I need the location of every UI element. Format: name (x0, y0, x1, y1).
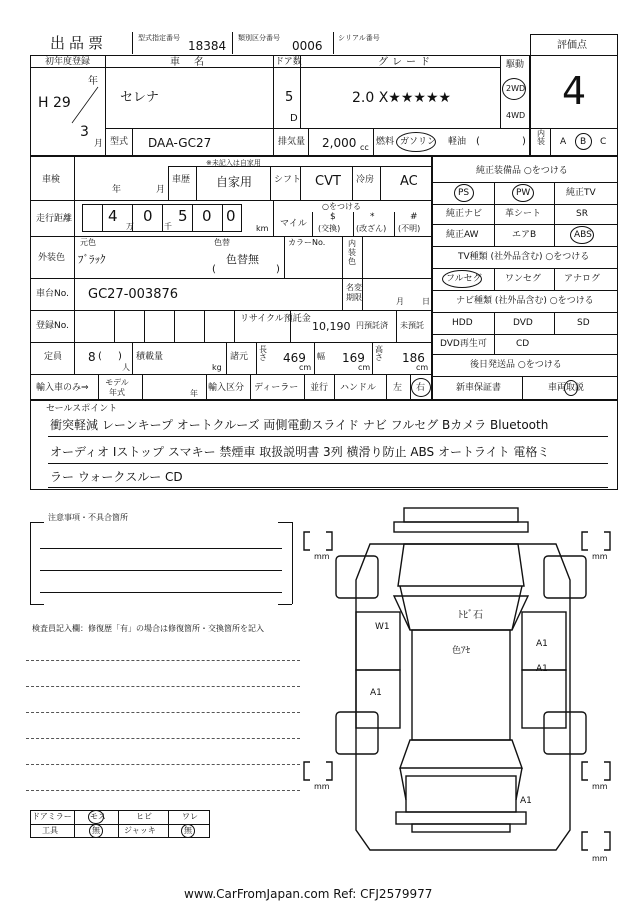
caution-label: 注意事項・不具合箇所 (48, 513, 128, 522)
damage-mark-2: W1 (375, 622, 390, 632)
first-reg-label: 初年度登録 (45, 57, 91, 67)
category-label: 類別区分番号 (238, 34, 280, 42)
interior-grade: B (580, 137, 587, 147)
chassis-label: 車台No. (36, 289, 69, 299)
capacity: 8 (88, 350, 96, 364)
score-value: 4 (562, 69, 587, 113)
footer-ref: www.CarFromJapan.com Ref: CFJ2579977 (184, 887, 433, 901)
interior-label: 内装 (537, 129, 545, 146)
sales-line-2: オーディオ Iストップ スマキー 禁煙車 取扱説明書 3列 横滑り防止 ABS オートライト 電格ミ (50, 445, 550, 459)
damage-mark-5: A1 (536, 664, 548, 674)
height: 186 (402, 351, 425, 365)
recycle-amount: 10,190 (312, 320, 351, 333)
model-type: DAA-GC27 (148, 136, 212, 150)
repaint: 色替無 (226, 253, 259, 266)
sales-line-1: 衝突軽減 レーンキープ オートクルーズ 両側電動スライド ナビ フルセグ Bカメラ Bluetooth (50, 418, 549, 432)
color-no-label: カラーNo. (288, 238, 326, 247)
original-color: ﾌﾞﾗｯｸ (78, 253, 106, 266)
mileage-digit-2: 0 (143, 207, 153, 225)
drive-4wd: 4WD (506, 111, 526, 120)
shift-label: シフト (274, 175, 302, 185)
chassis-number: GC27-003876 (88, 287, 179, 302)
tv-analog: アナログ (564, 274, 601, 284)
mileage-digit-4: 0 (202, 207, 212, 225)
car-damage-diagram (300, 500, 630, 870)
mileage-digit-1: 4 (108, 207, 118, 225)
ac-label: 冷房 (356, 175, 375, 185)
equip-ps: PS (458, 188, 470, 198)
doors-label: ドア数 (275, 57, 302, 67)
color-label: 外装色 (38, 253, 66, 263)
equip-aw: 純正AW (446, 230, 479, 240)
shift: CVT (315, 174, 341, 189)
damage-mark-4: A1 (536, 639, 548, 649)
damage-mark-6: A1 (370, 688, 382, 698)
car-name: セレナ (120, 90, 160, 105)
tv-title: TV種類 (社外品含む) ○をつける (458, 252, 590, 262)
history-label: 車歴 (172, 175, 191, 185)
history: 自家用 (216, 175, 253, 189)
type-label: 型式 (110, 137, 129, 147)
doc-manual: 車両取説 (548, 383, 585, 393)
damage-mark-1: ﾄﾋﾞ石 (458, 610, 483, 621)
first-reg-month: 3 (80, 124, 89, 140)
serial-label: シリアル番号 (338, 34, 380, 42)
first-reg-era: H 29 (38, 95, 71, 111)
tv-oneseg: ワンセグ (505, 274, 542, 284)
model-code: 18384 (188, 39, 227, 53)
grade-label: グレード (378, 57, 434, 68)
disp-label: 排気量 (278, 137, 306, 147)
displacement: 2,000 (322, 136, 357, 150)
grade: 2.0 X★★★★★ (352, 90, 452, 106)
mileage-digit-5: 0 (226, 207, 236, 225)
doors: 5 (285, 90, 294, 105)
equip-navi: 純正ナビ (446, 209, 483, 219)
equip-tv: 純正TV (566, 188, 596, 198)
equip-leather: 革シート (505, 209, 542, 219)
equip-abs: ABS (574, 230, 592, 240)
damage-mark-7: A1 (520, 796, 532, 806)
category-number: 0006 (292, 39, 323, 53)
recycle-label: リサイクル預託金 (240, 314, 311, 324)
car-name-label: 車 名 (170, 57, 206, 68)
fuel-label: 燃料 (376, 137, 395, 147)
doc-title: 後日発送品 ○をつける (470, 360, 562, 370)
fuel-diesel: 軽油 (448, 137, 467, 147)
score-label: 評価点 (557, 40, 587, 51)
drive-label: 駆動 (506, 60, 525, 70)
sales-line-3: ラー ウォークスルー CD (50, 470, 183, 484)
equip-pw: PW (516, 188, 531, 198)
form-title: 出品票 (50, 34, 108, 52)
length: 469 (283, 351, 306, 365)
mileage-digit-3: 5 (178, 207, 188, 225)
interior-color-label: 内装色 (348, 239, 356, 266)
navi-title: ナビ種類 (社外品含む) ○をつける (456, 296, 594, 306)
mileage-label: 走行距離 (36, 214, 73, 224)
equip-airbag: エアB (512, 230, 537, 240)
sales-label: セールスポイント (46, 404, 118, 414)
load-label: 積載量 (136, 352, 164, 362)
model-code-label: 型式指定番号 (138, 34, 180, 42)
fuel-gasoline: ガソリン (400, 137, 437, 147)
equip-sr: SR (576, 209, 588, 219)
drive-2wd: 2WD (506, 84, 526, 93)
handle-right: 右 (416, 383, 426, 393)
ac: AC (400, 174, 418, 189)
width: 169 (342, 351, 365, 365)
inspection-label: 車検 (42, 175, 61, 185)
tv-fullseg: フルセグ (446, 274, 482, 284)
capacity-label: 定員 (44, 352, 63, 362)
inspector-label: 検査員記入欄：修復歴「有」の場合は修復箇所・交換箇所を記入 (32, 624, 264, 633)
reg-label: 登録No. (36, 321, 69, 331)
equipment-title: 純正装備品 ○をつける (476, 166, 568, 176)
damage-mark-3: 色ｱｾ (452, 646, 471, 656)
